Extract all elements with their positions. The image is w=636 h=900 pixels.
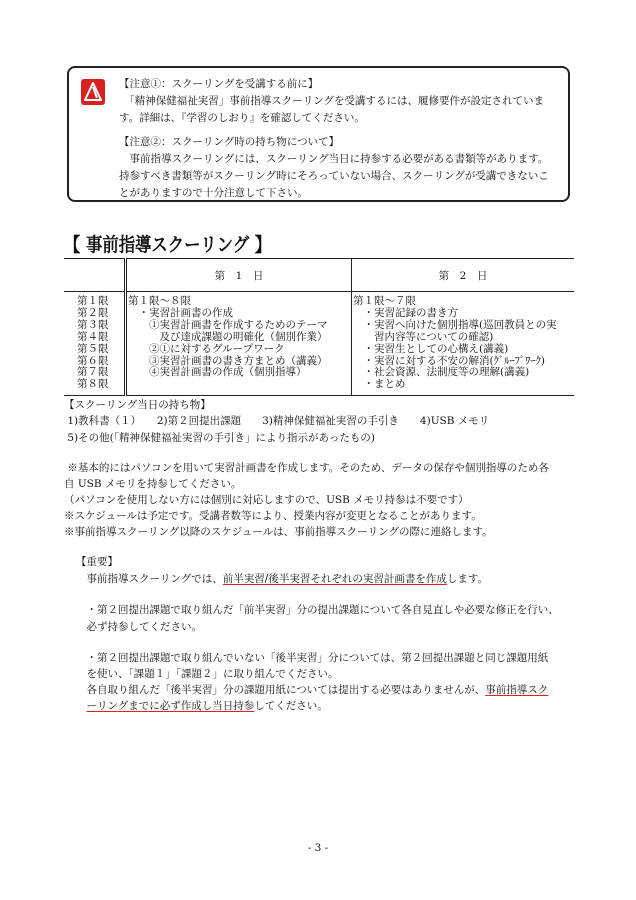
day2-line: ・社会資源、法制度等の理解(講義) (353, 366, 530, 379)
notice-box (67, 66, 570, 202)
day2-line: ・まとめ (353, 378, 406, 391)
note-line: ※基本的にはパソコンを用いて実習計画書を作成します。そのため、データの保存や個別指導のため各 (64, 462, 549, 474)
period-label: 第３限 (77, 318, 109, 331)
important-underlined: 事前指導スク (485, 684, 549, 696)
note-line: （パソコンを使用しない方には個別に対応しますので、USB メモリ持参は不要です） (64, 494, 469, 506)
day1-line: 第１限～８限 (128, 295, 191, 307)
day1-header: 第 1 日 (126, 259, 352, 292)
important-line: を使い、「課題１」「課題２」に取り組んでください。 (76, 668, 339, 680)
period-label: 第６限 (77, 354, 109, 367)
important-heading: 【重要】 (76, 556, 118, 568)
day1-content (126, 292, 352, 396)
notice-line: 【注意①：スクーリングを受講する前に】 (119, 78, 319, 90)
note-line: 自 USB メモリを持参してください。 (64, 478, 242, 490)
day1-line: ②①に対するグループワーク (128, 342, 285, 355)
important-paragraph (76, 699, 328, 713)
note-line: ※スケジュールは予定です。受講者数等により、授業内容が変更となることがあります。 (64, 510, 482, 522)
important-underlined: 前半実習/後半実習それぞれの実習計画書を作成 (222, 573, 447, 585)
important-text: 事前指導スクーリングでは、 (76, 573, 223, 585)
notice-line: 「精神保健福祉実習」事前指導スクーリングを受講するには、履修要件が設定されていま (119, 95, 545, 107)
day2-line: ・実習に対する不安の解消(ｸﾞﾙｰﾌﾟﾜｰｸ) (353, 354, 545, 367)
period-label: 第８限 (77, 378, 109, 391)
day1-line: ④実習計画書の作成（個別指導） (128, 366, 307, 379)
notice-line: とがありますので十分注意して下さい。 (119, 187, 308, 199)
notice-line: 持参すべき書類等がスクーリング時にそろっていない場合、スクーリングが受講できないこ (119, 170, 549, 182)
day2-line: ・実習へ向けた個別指導(巡回教員との実 (353, 318, 557, 331)
day2-header: 第 2 日 (352, 259, 575, 292)
page-title: 【 事前指導スクーリング 】 (64, 234, 272, 256)
period-header-cell (64, 259, 126, 292)
belongings-line: 5)その他(「精神保健福祉実習の手引き」により指示があったもの) (64, 432, 375, 444)
day1-line: ・実習計画書の作成 (128, 306, 233, 319)
day2-line: 習内容等についての確認) (353, 330, 494, 343)
note-line: ※事前指導スクーリング以降のスケジュールは、事前指導スクーリングの際に連絡します。 (64, 526, 493, 538)
important-paragraph (76, 683, 548, 697)
notice-line: 事前指導スクーリングには、スクーリング当日に持参する必要がある書類等があります。 (119, 153, 549, 165)
belongings-line: 1)教科書（１） 2)第２回提出課題 3)精神保健福祉実習の手引き 4)USB メモリ (64, 415, 490, 427)
belongings-heading: 【スクーリング当日の持ち物】 (64, 399, 211, 411)
period-label: 第４限 (77, 330, 109, 343)
day1-line: 及び達成課題の明確化（個別作業） (128, 330, 328, 343)
period-list (64, 292, 126, 396)
day2-line: 第１限～７限 (353, 295, 416, 307)
period-label: 第５限 (77, 342, 109, 355)
important-underlined: ーリングまでに必ず作成し当日持参 (86, 700, 255, 712)
period-label: 第２限 (77, 306, 109, 319)
important-text: してください。 (254, 700, 328, 712)
table-header-row (64, 259, 574, 292)
important-line: ・第２回提出課題で取り組んでいない「後半実習」分については、第２回提出課題と同じ課題用紙 (76, 652, 549, 664)
period-label: 第１限 (77, 295, 109, 307)
important-line: ・第２回提出課題で取り組んだ「前半実習」分の提出課題について各自見直しや必要な修正を行い、 (76, 604, 559, 616)
important-text: 各自取り組んだ「後半実習」分の課題用紙については提出する必要はありませんが、 (76, 684, 486, 696)
notice-line: す。詳細は、『学習のしおり』を確認してください。 (119, 112, 365, 124)
important-line: 必ず持参してください。 (76, 621, 202, 633)
day2-line: ・実習生としての心構え(講義) (353, 342, 509, 355)
warning-icon (81, 79, 105, 105)
notice-line: 【注意②：スクーリング時の持ち物について】 (119, 136, 340, 148)
important-text: します。 (446, 573, 489, 585)
day1-line: ③実習計画書の書き方まとめ（講義） (128, 354, 328, 367)
schedule-table (64, 258, 574, 396)
day1-line: ①実習計画書を作成するためのテーマ (128, 318, 328, 331)
day2-line: ・実習記録の書き方 (353, 306, 458, 319)
important-paragraph (76, 572, 488, 586)
page-number: - 3 - (307, 842, 329, 854)
day2-content (352, 292, 575, 396)
period-label: 第７限 (77, 366, 109, 379)
table-row (64, 292, 574, 396)
important-text (76, 700, 87, 712)
